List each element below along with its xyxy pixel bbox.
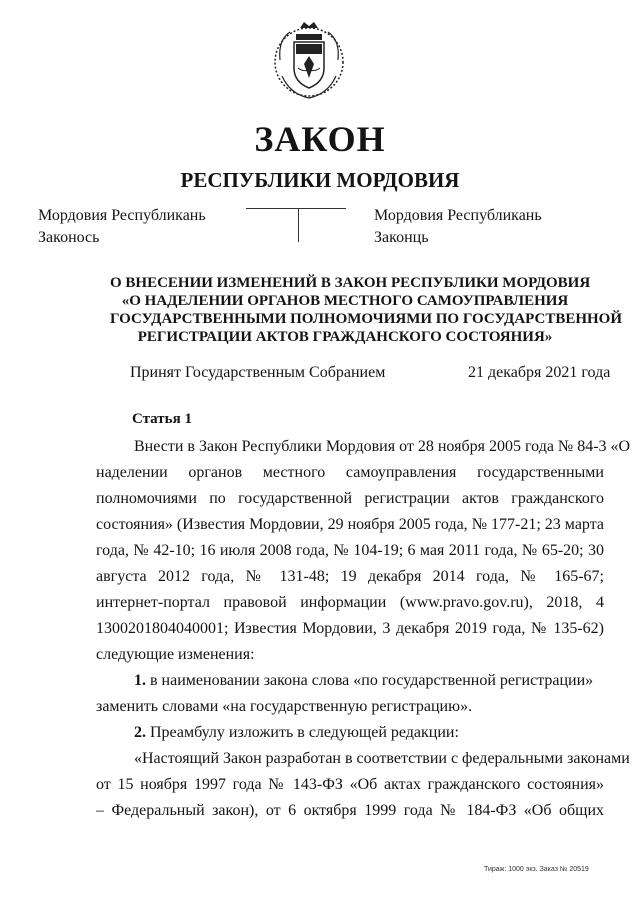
mordovian-title-right bbox=[374, 205, 542, 249]
body-line: полномочиями по государственной регистрации актов гражданского bbox=[96, 490, 604, 507]
heading-line: О ВНЕСЕНИИ ИЗМЕНЕНИЙ В ЗАКОН РЕСПУБЛИКИ МОРДОВИЯ bbox=[110, 275, 591, 291]
body-line: августа 2012 года, № 131-48; 19 декабря 2014 года, № 165-67; bbox=[96, 568, 604, 585]
item-text: в наименовании закона слова «по государственной регистрации» bbox=[150, 672, 594, 689]
print-info: Тираж: 1000 экз. Заказ № 20519 bbox=[484, 866, 589, 873]
body-line: года, № 42-10; 16 июля 2008 года, № 104-19; 6 мая 2011 года, № 65-20; 30 bbox=[96, 542, 604, 559]
heading-line: «О НАДЕЛЕНИИ ОРГАНОВ МЕСТНОГО САМОУПРАВЛЕНИЯ bbox=[121, 293, 569, 309]
body-line: – Федеральный закон), от 6 октября 1999 года № 184-ФЗ «Об общих bbox=[96, 802, 604, 819]
coat-of-arms-icon bbox=[270, 20, 348, 102]
adoption-text: Принят Государственным Собранием bbox=[130, 364, 386, 381]
body-line: заменить словами «на государственную регистрацию». bbox=[96, 698, 473, 715]
list-item-1 bbox=[96, 668, 604, 694]
list-item-2 bbox=[96, 720, 604, 746]
mordovian-title-left-line: Мордовия Республикань bbox=[38, 207, 206, 224]
separator-line bbox=[246, 208, 346, 209]
mordovian-title-left bbox=[38, 205, 206, 249]
mordovian-title-left-line: Законось bbox=[38, 229, 100, 246]
article-title: Статья 1 bbox=[132, 411, 192, 427]
body-line: «Настоящий Закон разработан в соответствии с федеральными законами bbox=[134, 750, 630, 767]
body-line: 1300201804040001; Известия Мордовии, 3 декабря 2019 года, № 135-62) bbox=[96, 620, 604, 637]
mordovian-title-right-line: Законць bbox=[374, 229, 429, 246]
body-line: наделении органов местного самоуправления государственными bbox=[96, 464, 604, 481]
mordovian-title-right-line: Мордовия Республикань bbox=[374, 207, 542, 224]
heading-line: ГОСУДАРСТВЕННЫМИ ПОЛНОМОЧИЯМИ ПО ГОСУДАРСТВЕННОЙ bbox=[110, 311, 623, 327]
body-line: интернет-портал правовой информации (www.pravo.gov.ru), 2018, 4 bbox=[96, 594, 604, 611]
article-body bbox=[96, 434, 631, 824]
body-line: Внести в Закон Республики Мордовия от 28 ноября 2005 года № 84-3 «О bbox=[134, 438, 631, 455]
body-line: состояния» (Известия Мордовии, 29 ноября 2005 года, № 177-21; 23 марта bbox=[96, 516, 604, 533]
item-text: Преамбулу изложить в следующей редакции: bbox=[150, 724, 459, 741]
document-heading bbox=[110, 274, 623, 346]
adoption-date: 21 декабря 2021 года bbox=[468, 364, 611, 381]
body-line: следующие изменения: bbox=[96, 646, 255, 663]
law-subtitle: РЕСПУБЛИКИ МОРДОВИЯ bbox=[180, 168, 460, 192]
separator-tick bbox=[298, 208, 299, 242]
item-number: 2. bbox=[134, 724, 146, 741]
law-title: ЗАКОН bbox=[254, 119, 386, 159]
item-number: 1. bbox=[134, 672, 146, 689]
body-line: от 15 ноября 1997 года № 143-ФЗ «Об актах гражданского состояния» bbox=[96, 776, 604, 793]
heading-line: РЕГИСТРАЦИИ АКТОВ ГРАЖДАНСКОГО СОСТОЯНИЯ» bbox=[137, 329, 553, 345]
